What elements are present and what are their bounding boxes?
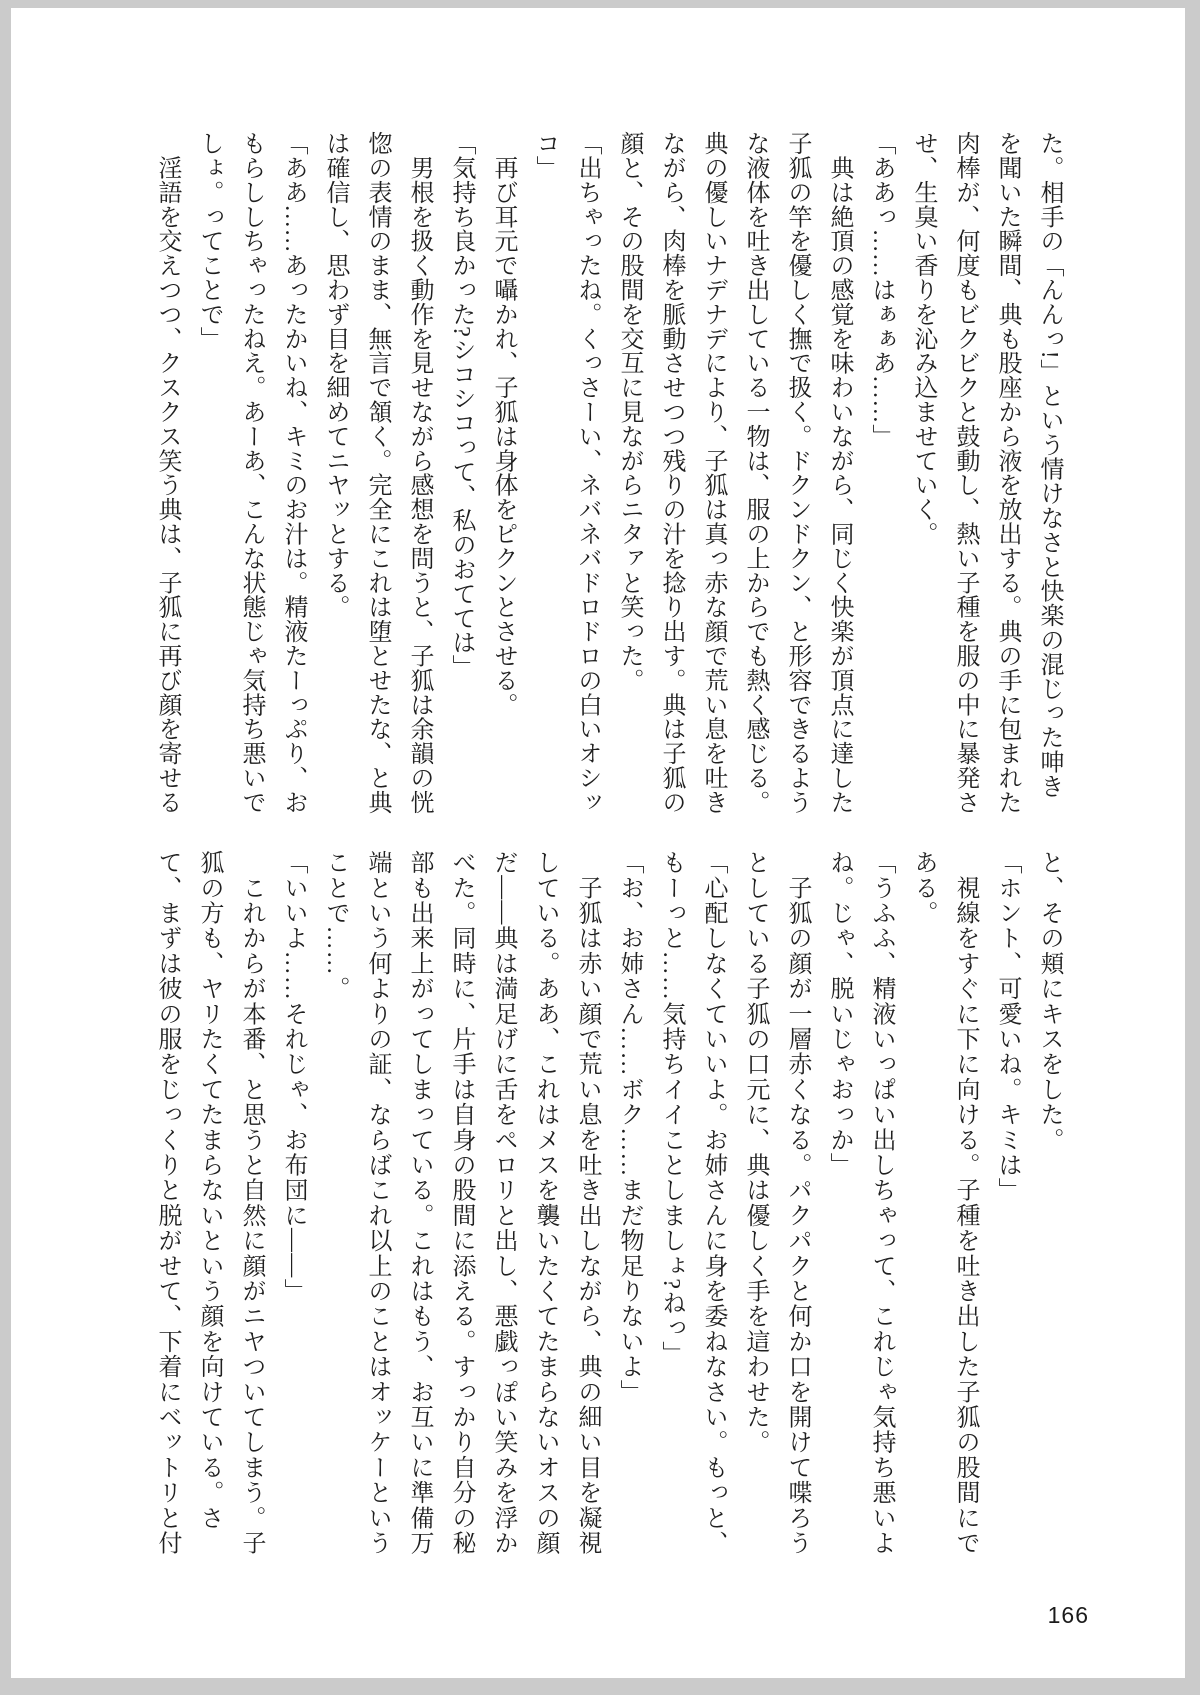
text-column: 視線をすぐに下に向ける。子種を吐き出した子狐の股間にで xyxy=(952,850,978,1556)
text-column: を聞いた瞬間、典も股座から液を放出する。典の手に包まれた xyxy=(994,131,1020,815)
text-column: 男根を扱く動作を見せながら感想を問うと、子狐は余韻の恍 xyxy=(406,131,432,815)
text-column: 淫語を交えつつ、クスクス笑う典は、子狐に再び顔を寄せる xyxy=(154,131,180,815)
text-column: 「お、お姉さん……ボク……まだ物足りないよ」 xyxy=(616,850,642,1405)
text-column: な液体を吐き出している一物は、服の上からでも熱く感じる。 xyxy=(742,131,768,815)
text-column: 「うふふ、精液いっぱい出しちゃって、これじゃ気持ち悪いよ xyxy=(868,850,894,1556)
text-column: もーっと……気持ちイイことしましょ?ねっ」 xyxy=(658,850,684,1366)
text-column: ね。じゃ、脱いじゃおっか」 xyxy=(826,850,852,1178)
text-column: 顔と、その股間を交互に見ながらニタァと笑った。 xyxy=(616,131,642,693)
text-column: ながら、肉棒を脈動させつつ残りの汁を捻り出す。典は子狐の xyxy=(658,131,684,815)
text-column: 子狐の竿を優しく撫で扱く。ドクンドクン、と形容できるよう xyxy=(784,131,810,815)
text-column: 「いいよ……それじゃ、お布団に――」 xyxy=(280,850,306,1304)
text-column: て、まずは彼の服をじっくりと脱がせて、下着にベットリと付 xyxy=(154,850,180,1556)
text-column: コ」 xyxy=(532,131,558,180)
text-column: 典は絶頂の感覚を味わいながら、同じく快楽が頂点に達した xyxy=(826,131,852,815)
text-column: 部も出来上がってしまっている。これはもう、お互いに準備万 xyxy=(406,850,432,1556)
text-column: べた。同時に、片手は自身の股間に添える。すっかり自分の秘 xyxy=(448,850,474,1556)
text-block-top xyxy=(146,131,1070,817)
text-column: もらししちゃったねえ。あーあ、こんな状態じゃ気持ち悪いで xyxy=(238,131,264,815)
text-column: 子狐は赤い顔で荒い息を吐き出しながら、典の細い目を凝視 xyxy=(574,850,600,1556)
text-column: 端という何よりの証、ならばこれ以上のことはオッケーという xyxy=(364,850,390,1556)
text-column: せ、生臭い香りを沁み込ませていく。 xyxy=(910,131,936,546)
page-number: 166 xyxy=(1047,1602,1089,1628)
text-column: 再び耳元で囁かれ、子狐は身体をピクンとさせる。 xyxy=(490,131,516,717)
page xyxy=(11,8,1185,1678)
text-column: と、その頬にキスをした。 xyxy=(1036,850,1062,1153)
text-column: ことで……。 xyxy=(322,850,348,1002)
text-column: 「ああっ……はぁぁあ……」 xyxy=(868,131,894,449)
text-column: 肉棒が、何度もビクビクと鼓動し、熱い子種を服の中に暴発さ xyxy=(952,131,978,815)
text-column: だ――典は満足げに舌をペロリと出し、悪戯っぽい笑みを浮か xyxy=(490,850,516,1556)
text-column: は確信し、思わず目を細めてニヤッとする。 xyxy=(322,131,348,619)
text-column: 狐の方も、ヤリたくてたまらないという顔を向けている。さ xyxy=(196,850,222,1531)
text-column: 「心配しなくていいよ。お姉さんに身を委ねなさい。もっと、 xyxy=(700,850,726,1556)
text-column: 「気持ち良かった?シコシコって、私のおてては」 xyxy=(448,131,474,679)
text-column: 典の優しいナデナデにより、子狐は真っ赤な顔で荒い息を吐き xyxy=(700,131,726,815)
text-column: 「ああ……あったかいね、キミのお汁は。精液たーっぷり、お xyxy=(280,131,306,815)
text-column: 「出ちゃったね。くっさーい、ネバネバドロドロの白いオシッ xyxy=(574,131,600,815)
text-column: これからが本番、と思うと自然に顔がニヤついてしまう。子 xyxy=(238,850,264,1556)
text-column: 子狐の顔が一層赤くなる。パクパクと何か口を開けて喋ろう xyxy=(784,850,810,1556)
text-column: た。相手の「んんっ!」という情けなさと快楽の混じった呻き xyxy=(1036,131,1062,799)
text-column: しょ。ってことで」 xyxy=(196,131,222,351)
text-column: 「ホント、可愛いね。キミは」 xyxy=(994,850,1020,1203)
text-column: 惚の表情のまま、無言で頷く。完全にこれは堕とせたな、と典 xyxy=(364,131,390,815)
text-column: ある。 xyxy=(910,850,936,926)
text-column: としている子狐の口元に、典は優しく手を這わせた。 xyxy=(742,850,768,1455)
text-block-bottom xyxy=(146,850,1070,1562)
text-column: している。ああ、これはメスを襲いたくてたまらないオスの顔 xyxy=(532,850,558,1556)
